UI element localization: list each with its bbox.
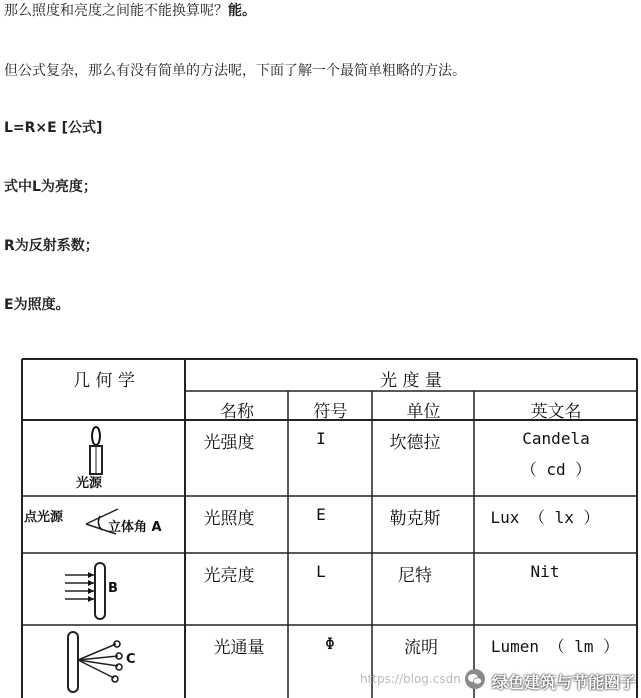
formula: L=R×E [公式] [4, 120, 103, 136]
column-header-symbol: 符号 [313, 402, 348, 422]
table-row-1-unit: 坎德拉 [389, 433, 441, 453]
table-row-1-name: 光强度 [203, 433, 255, 453]
column-header-english: 英文名 [530, 402, 582, 422]
column-header-unit: 单位 [406, 402, 441, 422]
table-row-3-symbol: L [316, 562, 326, 581]
table-row-1-english-abbr: （ cd ） [520, 460, 592, 479]
point-source-label: 点光源 [24, 510, 64, 525]
geometry-header: 几 何 学 [73, 371, 135, 391]
photometry-header: 光 度 量 [380, 371, 442, 391]
table-row-4-name: 光通量 [213, 638, 265, 658]
answer-text: 能。 [228, 3, 256, 19]
method-sentence: 但公式复杂，那么有没有简单的方法呢，下面了解一个最简单粗略的方法。 [4, 63, 466, 79]
table-row-3-unit: 尼特 [398, 566, 432, 586]
table-row-2-english: Lux （ lx ） [490, 508, 600, 527]
table-row-3-english: Nit [530, 562, 560, 581]
table-row-2-unit: 勒克斯 [389, 509, 441, 529]
table-row-1-english: Candela [522, 429, 590, 448]
light-source-illustration [90, 427, 102, 474]
definition-L: 式中L为亮度； [4, 179, 97, 195]
question-text: 那么照度和亮度之间能不能换算呢？ [4, 3, 228, 19]
column-header-name: 名称 [220, 402, 254, 422]
flux-c-label: C [126, 652, 136, 667]
table-row-2-symbol: E [316, 505, 326, 524]
table-row-4-english: Lumen （ lm ） [490, 637, 620, 656]
solid-angle-label: 立体角 A [108, 520, 162, 535]
light-source-label: 光源 [76, 476, 103, 491]
surface-b-label: B [108, 581, 118, 596]
luminance-illustration [65, 563, 105, 619]
table-row-1-symbol: I [316, 429, 326, 448]
table-row-3-name: 光亮度 [203, 566, 255, 586]
watermark-account: 绿色建筑与节能圈子 [492, 673, 637, 692]
table-row-4-symbol: Φ [325, 634, 335, 653]
table-row-4-unit: 流明 [404, 638, 438, 658]
definition-R: R为反射系数； [4, 238, 99, 254]
luminous-flux-illustration [68, 632, 122, 692]
definition-E: E为照度。 [4, 297, 70, 313]
watermark-url: https://blog.csdn [360, 672, 461, 686]
wechat-icon [464, 668, 486, 690]
table-row-2-name: 光照度 [203, 509, 255, 529]
